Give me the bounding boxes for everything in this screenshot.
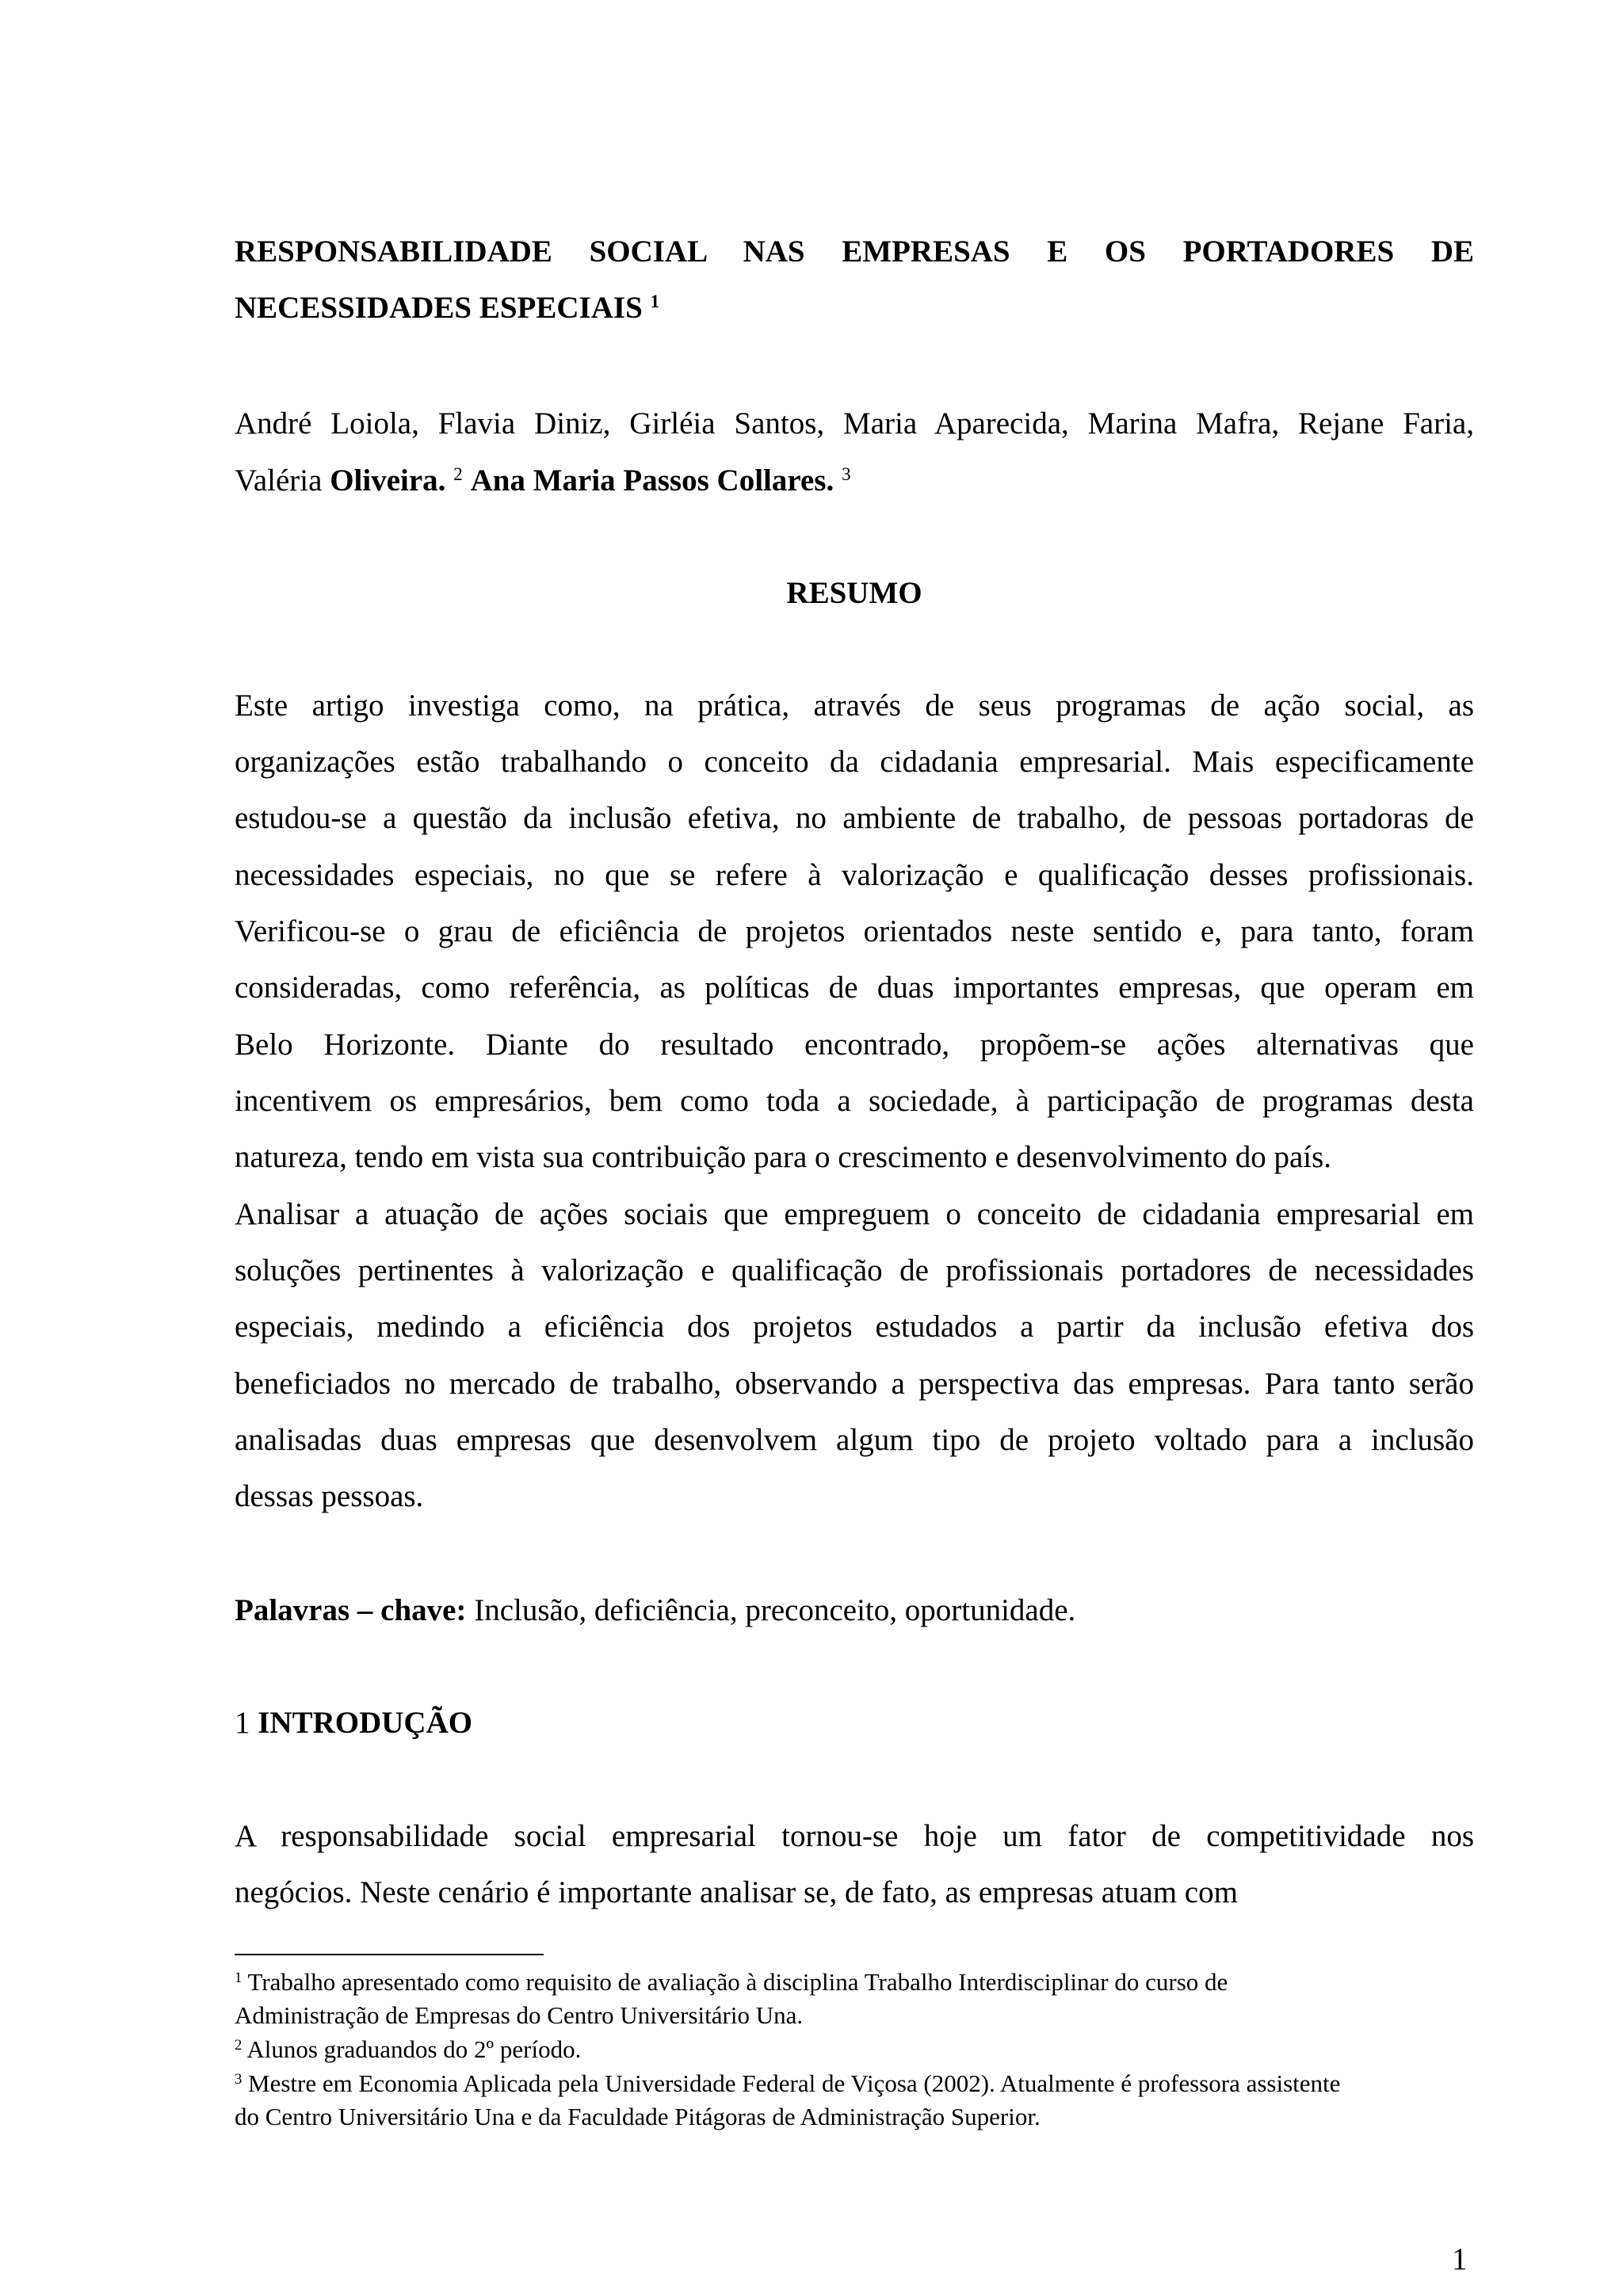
section-number: 1 (235, 1706, 258, 1740)
abstract-line: natureza, tendo em vista sua contribuição para o crescimento e desenvolvimento do país. (235, 1140, 1332, 1174)
abstract-heading: RESUMO (786, 576, 922, 610)
keywords-label: Palavras – chave: (235, 1593, 467, 1627)
abstract-line: beneficiados no mercado de trabalho, observando a perspectiva das empresas. Para tanto serão (235, 1367, 1474, 1401)
footnote-3 (235, 2071, 1474, 2096)
abstract-line: incentivem os empresários, bem como toda a sociedade, à participação de programas desta (235, 1084, 1474, 1118)
authors-footnote-marker-2: 2 (453, 464, 463, 486)
abstract-line: consideradas, como referência, as políticas de duas importantes empresas, que operam em (235, 971, 1474, 1005)
footnote-separator (235, 1954, 544, 1955)
abstract-line: estudou-se a questão da inclusão efetiva, no ambiente de trabalho, de pessoas portadoras de (235, 801, 1474, 835)
advisor-footnote-marker-3: 3 (841, 464, 851, 486)
footnote-3-continued: do Centro Universitário Una e da Faculdade Pitágoras de Administração Superior. (235, 2103, 1041, 2130)
keywords-text: Inclusão, deficiência, preconceito, oportunidade. (466, 1593, 1076, 1627)
title-line-1: RESPONSABILIDADE SOCIAL NAS EMPRESAS E OS PORTADORES DE (235, 235, 1474, 269)
abstract-line: Analisar a atuação de ações sociais que empreguem o conceito de cidadania empresarial em (235, 1197, 1474, 1231)
intro-line: A responsabilidade social empresarial tornou-se hoje um fator de competitividade nos (235, 1819, 1474, 1853)
abstract-line: necessidades especiais, no que se refere à valorização e qualificação desses profissionais. (235, 858, 1474, 892)
title-line-2-text: NECESSIDADES ESPECIAIS (235, 291, 643, 325)
footnote-1 (235, 1970, 1474, 1994)
page-number: 1 (1452, 2242, 1468, 2276)
section-heading-introduction (235, 1707, 472, 1738)
footnote-1-marker: 1 (235, 1969, 242, 1986)
footnote-2 (235, 2037, 1474, 2061)
footnote-2-text: Alunos graduandos do 2º período. (242, 2035, 582, 2063)
footnote-3-text: Mestre em Economia Aplicada pela Universidade Federal de Viçosa (2002). Atualmente é professora assistente (242, 2069, 1341, 2097)
abstract-line: especiais, medindo a eficiência dos projetos estudados a partir da inclusão efetiva dos (235, 1310, 1474, 1344)
abstract-line: analisadas duas empresas que desenvolvem algum tipo de projeto voltado para a inclusão (235, 1423, 1474, 1457)
title-line-2 (235, 292, 1474, 323)
abstract-line: organizações estão trabalhando o conceito da cidadania empresarial. Mais especificamente (235, 745, 1474, 779)
footnote-1-continued: Administração de Empresas do Centro Universitário Una. (235, 2001, 804, 2029)
authors-oliveira: Oliveira. (330, 463, 446, 498)
footnote-2-marker: 2 (235, 2036, 242, 2054)
abstract-line: soluções pertinentes à valorização e qualificação de profissionais portadores de necessidades (235, 1253, 1474, 1287)
title-footnote-marker: 1 (650, 292, 660, 313)
authors-valeria: Valéria (235, 463, 330, 498)
abstract-line: Verificou-se o grau de eficiência de projetos orientados neste sentido e, para tanto, foram (235, 914, 1474, 948)
authors-line-2 (235, 465, 1474, 496)
intro-line: negócios. Neste cenário é importante analisar se, de fato, as empresas atuam com (235, 1875, 1238, 1909)
keywords (235, 1595, 1474, 1626)
abstract-line: Este artigo investiga como, na prática, através de seus programas de ação social, as (235, 688, 1474, 723)
advisor-name: Ana Maria Passos Collares. (470, 463, 834, 498)
footnote-1-text: Trabalho apresentado como requisito de avaliação à disciplina Trabalho Interdisciplinar do curso de (242, 1968, 1228, 1996)
abstract-line: dessas pessoas. (235, 1479, 424, 1513)
authors-line-1: André Loiola, Flavia Diniz, Girléia Santos, Maria Aparecida, Marina Mafra, Rejane Faria, (235, 406, 1474, 441)
section-title: INTRODUÇÃO (258, 1706, 473, 1740)
footnote-3-marker: 3 (235, 2070, 242, 2088)
abstract-line: Belo Horizonte. Diante do resultado encontrado, propõem-se ações alternativas que (235, 1028, 1474, 1062)
